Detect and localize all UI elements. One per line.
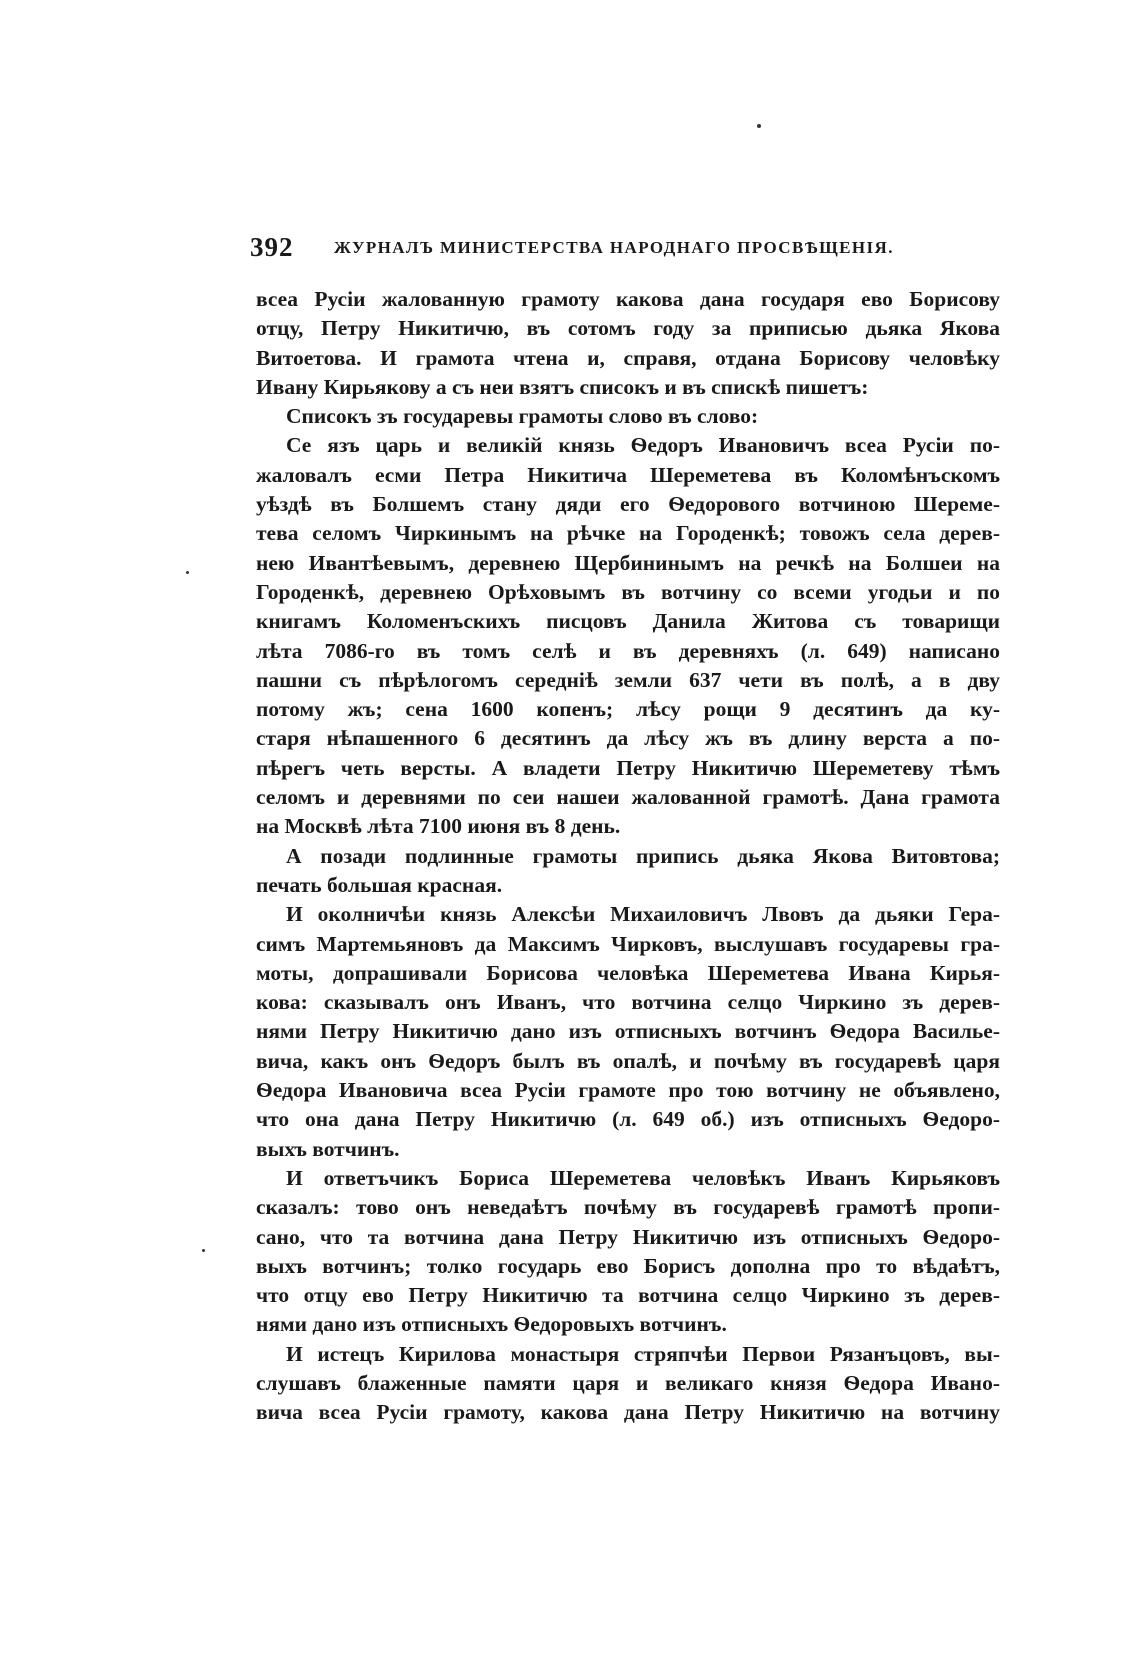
text-line: выхъ вотчинъ. [256,1136,400,1161]
text-line: кова: сказывалъ онъ Иванъ, что вотчина селцо Чиркино зъ дерев- [256,990,1000,1015]
text-line: И истецъ Кирилова монастыря стряпчѣи Первои Рязанъцовъ, вы- [286,1341,1000,1366]
text-line: нею Ивантѣевымъ, деревнею Щербининымъ на речкѣ на Болшеи на [256,550,1000,575]
scan-speck [202,1249,205,1252]
text-line: на Москвѣ лѣта 7100 июня въ 8 день. [256,814,621,839]
scan-speck [186,571,189,574]
text-line: вича, какъ онъ Ѳедоръ былъ въ опалѣ, и почѣму въ государевѣ царя [256,1048,1000,1073]
text-line: И околничѣи князь Алексѣи Михаиловичъ Лвовъ да дьяки Гера- [286,902,1000,927]
text-line: Ивану Кирьякову а съ неи взятъ списокъ и въ спискѣ пишетъ: [256,374,869,399]
text-line: что она дана Петру Никитичю (л. 649 об.) изъ отписныхъ Ѳедоро- [256,1107,1000,1132]
text-line: А позади подлинные грамоты припись дьяка Якова Витовтова; [286,843,1000,868]
text-line: И ответъчикъ Бориса Шереметева человѣкъ Иванъ Кирьяковъ [286,1165,1000,1190]
text-line: нями Петру Никитичю дано изъ отписныхъ вотчинъ Ѳедора Василье- [256,1019,1000,1044]
text-line: Се язъ царь и великій князь Ѳедоръ Ивановичъ всеа Русіи по- [286,433,1000,458]
text-line: слушавъ блаженные памяти царя и великаго князя Ѳедора Ивано- [256,1370,1000,1395]
text-line: селомъ и деревнями по сеи нашеи жалованной грамотѣ. Дана грамота [256,785,1000,810]
text-line: нями дано изъ отписныхъ Ѳедоровыхъ вотчинъ. [256,1312,727,1337]
text-line: пашни съ пѣрѣлогомъ середніѣ земли 637 чети въ полѣ, а в дву [256,667,1000,692]
text-line: лѣта 7086-го въ томъ селѣ и въ деревняхъ (л. 649) написано [256,638,1000,663]
text-line: что отцу ево Петру Никитичю та вотчина селцо Чиркино зъ дерев- [256,1283,1000,1308]
text-line: вича всеа Русіи грамоту, какова дана Петру Никитичю на вотчину [256,1400,1000,1425]
text-line: Городенкѣ, деревнею Орѣховымъ въ вотчину со всеми угодьи и по [256,579,1000,604]
text-line: выхъ вотчинъ; толко государь ево Борисъ дополна про то вѣдаѣтъ, [256,1253,1000,1278]
page-number: 392 [250,232,294,262]
running-head: ЖУРНАЛЪ МИНИСТЕРСТВА НАРОДНАГО ПРОСВѢЩЕНІЯ. [334,238,894,257]
text-line: Ѳедора Ивановича всеа Русіи грамоте про тою вотчину не объявлено, [256,1078,1000,1103]
text-line: старя нѣпашенного 6 десятинъ да лѣсу жъ въ длину верста а по- [256,726,1000,751]
text-line: книгамъ Коломенъскихъ писцовъ Данила Житова съ товарищи [256,609,1000,634]
text-line: сано, что та вотчина дана Петру Никитичю изъ отписныхъ Ѳедоро- [256,1224,1000,1249]
text-line: отцу, Петру Никитичю, въ сотомъ году за приписью дьяка Якова [256,316,1000,341]
page-header [250,232,930,266]
text-line: тева селомъ Чиркинымъ на рѣчке на Городенкѣ; товожъ села дерев- [256,521,1000,546]
text-line: потому жъ; сена 1600 копенъ; лѣсу рощи 9 десятинъ да ку- [256,697,1000,722]
text-line: пѣрегъ четь версты. А владети Петру Никитичю Шереметеву тѣмъ [256,755,1000,780]
text-line: жаловалъ есми Петра Никитича Шереметева въ Коломѣнъскомъ [256,462,1000,487]
text-line: уѣздѣ въ Болшемъ стану дяди его Ѳедорового вотчиною Шереме- [256,492,1000,517]
text-line: моты, допрашивали Борисова человѣка Шереметева Ивана Кирья- [256,960,1000,985]
text-line: Витоетова. И грамота чтена и, справя, отдана Борисову человѣку [256,345,1000,370]
scan-speck [757,124,761,128]
text-line: печать большая красная. [256,872,503,897]
body-text [256,285,1000,1428]
text-line: всеа Русіи жалованную грамоту какова дана государя ево Борисову [256,287,1000,311]
text-line: сказалъ: тово онъ неведаѣтъ почѣму въ государевѣ грамотѣ пропи- [256,1195,1000,1220]
text-line: Списокъ зъ государевы грамоты слово въ слово: [286,404,759,429]
text-line: симъ Мартемьяновъ да Максимъ Чирковъ, выслушавъ государевы гра- [256,931,1000,956]
